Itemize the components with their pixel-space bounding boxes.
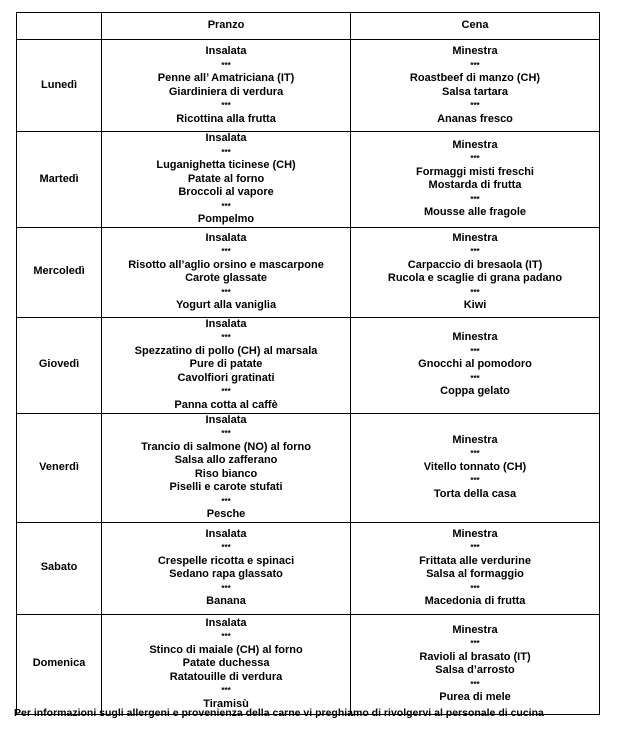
- menu-item: Macedonia di frutta: [424, 595, 526, 607]
- menu-item: Pure di patate: [189, 358, 263, 371]
- allergen-note: Per informazioni sugli allergeni e provenienza della carne vi preghiamo di rivolgervi al personale di cucina: [14, 707, 544, 719]
- menu-item: Panna cotta al caffè: [174, 398, 278, 411]
- header-empty-cell: [17, 13, 102, 40]
- lunch-cell: [102, 132, 351, 228]
- course-separator: ***: [221, 543, 231, 552]
- day-row: [17, 227, 600, 317]
- menu-item: Piselli e carote stufati: [169, 481, 283, 493]
- menu-item: Salsa allo zafferano: [174, 454, 278, 466]
- course-separator: ***: [470, 583, 480, 593]
- menu-item: Broccoli al vapore: [178, 186, 274, 198]
- menu-item: Minestra: [452, 45, 498, 57]
- menu-item: Ricottina alla frutta: [176, 112, 276, 125]
- course-separator: ***: [470, 346, 480, 356]
- day-row: [17, 413, 600, 522]
- header-lunch: Pranzo: [102, 13, 351, 40]
- menu-item: Patate duchessa: [182, 657, 270, 670]
- header-dinner: Cena: [351, 13, 600, 40]
- day-name: Sabato: [17, 522, 102, 614]
- dinner-cell: [351, 413, 600, 522]
- menu-item: Minestra: [452, 331, 498, 344]
- course-separator: ***: [221, 429, 231, 438]
- dinner-cell: [351, 317, 600, 413]
- course-separator: ***: [470, 449, 480, 459]
- menu-item: Salsa tartara: [441, 85, 509, 98]
- menu-item: Minestra: [452, 433, 498, 446]
- day-row: [17, 522, 600, 614]
- menu-item: Insalata: [205, 413, 247, 426]
- header-row: [17, 13, 600, 40]
- menu-item: Coppa gelato: [440, 385, 510, 398]
- menu-item: Stinco di maiale (CH) al forno: [149, 643, 303, 656]
- menu-item: Riso bianco: [194, 467, 258, 480]
- dinner-cell: [351, 614, 600, 714]
- menu-item: Insalata: [205, 231, 247, 244]
- course-separator: ***: [470, 194, 480, 204]
- lunch-cell: [102, 614, 351, 714]
- course-separator: ***: [221, 287, 231, 297]
- menu-item: Ratatouille di verdura: [169, 670, 283, 683]
- menu-item: Banana: [206, 595, 246, 607]
- menu-item: Salsa d’arrosto: [435, 664, 515, 676]
- course-separator: ***: [221, 632, 231, 642]
- course-separator: ***: [470, 101, 480, 110]
- course-separator: ***: [470, 543, 480, 552]
- day-row: [17, 40, 600, 132]
- course-separator: ***: [470, 373, 480, 383]
- lunch-cell: [102, 40, 351, 132]
- day-name: Venerdì: [17, 413, 102, 522]
- dinner-cell: [351, 132, 600, 228]
- course-separator: ***: [221, 583, 231, 593]
- menu-item: Torta della casa: [433, 487, 517, 500]
- day-row: [17, 132, 600, 228]
- menu-item: Yogurt alla vaniglia: [176, 299, 277, 311]
- weekly-menu-table: [16, 12, 600, 715]
- menu-body: [17, 40, 600, 715]
- course-separator: ***: [470, 287, 480, 297]
- menu-item: Gnocchi al pomodoro: [418, 358, 532, 371]
- lunch-cell: [102, 413, 351, 522]
- menu-item: Luganighetta ticinese (CH): [156, 159, 296, 171]
- menu-item: Crespelle ricotta e spinaci: [157, 554, 295, 567]
- menu-item: Spezzatino di pollo (CH) al marsala: [134, 344, 318, 357]
- menu-item: Purea di mele: [439, 691, 511, 703]
- dinner-cell: [351, 522, 600, 614]
- menu-item: Pesche: [206, 508, 246, 520]
- course-separator: ***: [221, 101, 231, 110]
- menu-item: Sedano rapa glassato: [169, 568, 283, 580]
- menu-item: Mousse alle fragole: [423, 206, 527, 219]
- day-name: Mercoledì: [17, 227, 102, 317]
- day-name: Martedì: [17, 132, 102, 228]
- lunch-cell: [102, 317, 351, 413]
- menu-item: Kiwi: [463, 299, 487, 311]
- course-separator: ***: [221, 333, 231, 343]
- menu-item: Carpaccio di bresaola (IT): [407, 258, 543, 271]
- menu-item: Ananas fresco: [437, 112, 513, 125]
- menu-item: Trancio di salmone (NO) al forno: [141, 440, 311, 453]
- menu-item: Minestra: [452, 527, 498, 540]
- menu-item: Pompelmo: [197, 213, 255, 225]
- course-separator: ***: [221, 496, 231, 506]
- menu-item: Insalata: [205, 527, 247, 540]
- menu-item: Tiramisù: [203, 697, 249, 710]
- course-separator: ***: [221, 686, 231, 696]
- course-separator: ***: [470, 476, 480, 486]
- menu-item: Insalata: [205, 317, 247, 330]
- menu-item: Carote glassate: [185, 272, 267, 284]
- menu-item: Minestra: [452, 138, 498, 151]
- dinner-cell: [351, 40, 600, 132]
- menu-item: Vitello tonnato (CH): [423, 460, 527, 473]
- menu-item: Insalata: [205, 45, 247, 57]
- course-separator: ***: [221, 201, 231, 211]
- course-separator: ***: [470, 247, 480, 256]
- course-separator: ***: [470, 679, 480, 689]
- menu-item: Patate al forno: [187, 172, 265, 185]
- menu-item: Cavolfiori gratinati: [177, 371, 275, 384]
- menu-item: Roastbeef di manzo (CH): [409, 72, 541, 84]
- course-separator: ***: [221, 147, 231, 157]
- menu-item: Insalata: [205, 132, 247, 144]
- menu-item: Formaggi misti freschi: [416, 165, 534, 178]
- day-name: Lunedì: [17, 40, 102, 132]
- course-separator: ***: [221, 247, 231, 256]
- lunch-cell: [102, 522, 351, 614]
- menu-item: Ravioli al brasato (IT): [419, 650, 531, 663]
- dinner-cell: [351, 227, 600, 317]
- course-separator: ***: [221, 60, 231, 70]
- menu-item: Rucola e scaglie di grana padano: [387, 272, 563, 284]
- day-name: Giovedì: [17, 317, 102, 413]
- day-row: [17, 317, 600, 413]
- lunch-cell: [102, 227, 351, 317]
- day-name: Domenica: [17, 614, 102, 714]
- menu-item: Penne all’ Amatriciana (IT): [157, 72, 295, 84]
- day-row: [17, 614, 600, 714]
- menu-item: Giardiniera di verdura: [168, 85, 284, 98]
- menu-item: Frittata alle verdurine: [419, 554, 531, 567]
- menu-item: Salsa al formaggio: [426, 568, 524, 580]
- course-separator: ***: [470, 154, 480, 164]
- course-separator: ***: [221, 387, 231, 397]
- course-separator: ***: [470, 639, 480, 648]
- course-separator: ***: [470, 60, 480, 70]
- menu-item: Mostarda di frutta: [428, 179, 522, 192]
- menu-item: Risotto all’aglio orsino e mascarpone: [128, 258, 324, 271]
- menu-item: Minestra: [452, 623, 498, 636]
- menu-item: Insalata: [205, 616, 247, 629]
- menu-item: Minestra: [452, 231, 498, 244]
